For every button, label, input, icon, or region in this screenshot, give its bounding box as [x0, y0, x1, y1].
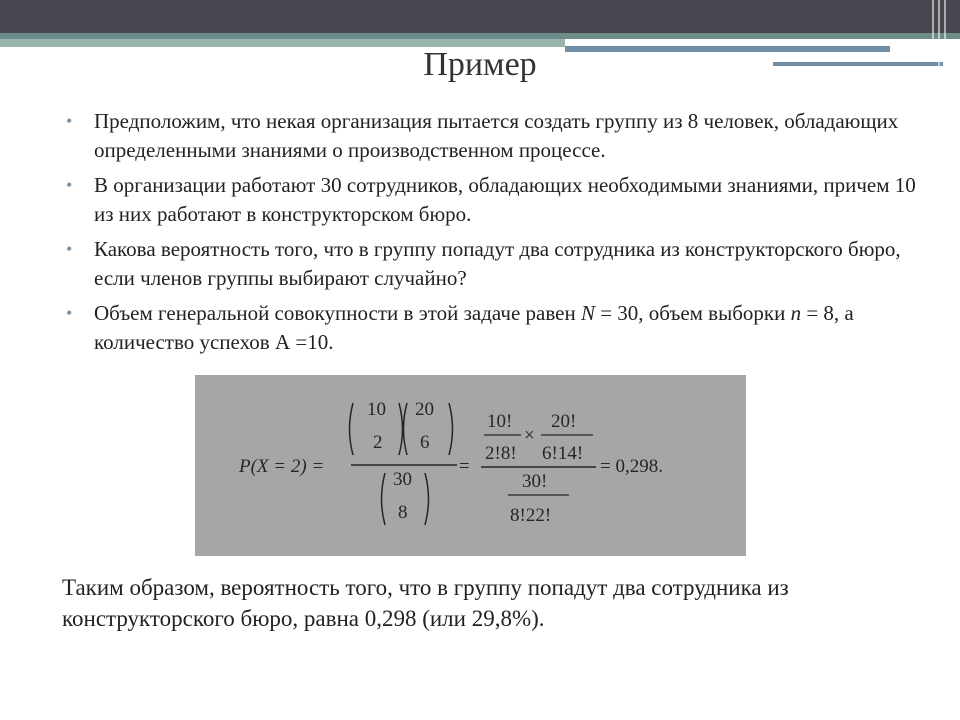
bullet-text-part: = 30, объем выборки [594, 301, 791, 325]
conclusion-text: Таким образом, вероятность того, что в группу попадут два сотрудника из конструкторского бюро, равна 0,298 (или 29,8%). [62, 575, 789, 631]
binom-bottom: 2 [373, 432, 383, 453]
bullet-icon: • [66, 111, 73, 131]
variable-n: n [790, 301, 802, 325]
bullet-text: В организации работают 30 сотрудников, обладающих необходимыми знаниями, причем 10 из них работают в конструкторском бюро. [94, 173, 916, 226]
formula-svg [195, 375, 746, 556]
formula-equals: = [459, 456, 470, 477]
formula-lhs: P(X = 2) = [239, 456, 325, 477]
binom-bottom: 6 [420, 432, 430, 453]
formula-result: = 0,298. [600, 456, 663, 477]
bullet-text [94, 301, 854, 354]
variable-N: N [580, 301, 595, 325]
paren-left [404, 403, 408, 455]
binom-top: 20 [415, 399, 434, 420]
bullet-icon: • [66, 239, 73, 259]
top-bar [0, 0, 960, 33]
frac-num: 30! [522, 471, 548, 492]
slide-title: Пример [423, 46, 537, 83]
bullet-text-part: Объем генеральной совокупности в этой задаче равен [94, 301, 581, 325]
frac-num: 20! [551, 411, 577, 432]
frac-den: 8!22! [510, 505, 552, 526]
paren-left [382, 473, 386, 525]
bullet-item [66, 171, 926, 229]
bullet-text-part: = 8, а количество успехов А =10. [94, 301, 854, 354]
bullet-text: Какова вероятность того, что в группу попадут два сотрудника из конструкторского бюро, если членов группы выбирают случайно? [94, 237, 901, 290]
frac-num: 10! [487, 411, 513, 432]
binom-top: 30 [393, 469, 412, 490]
frac-den: 2!8! [485, 443, 517, 464]
times-sign: × [524, 425, 535, 446]
binom-top: 10 [367, 399, 386, 420]
frac-den: 6!14! [542, 443, 584, 464]
bullet-item [66, 235, 926, 293]
bullet-item [66, 299, 926, 357]
paren-right [425, 473, 429, 525]
bullet-text: Предположим, что некая организация пытается создать группу из 8 человек, обладающих определенными знаниями о производственном процессе. [94, 109, 899, 162]
paren-right [449, 403, 453, 455]
paren-right [399, 403, 403, 455]
bullet-item [66, 107, 926, 165]
bullet-list [66, 107, 926, 363]
bullet-icon: • [66, 303, 73, 323]
binom-bottom: 8 [398, 502, 408, 523]
formula-image [195, 375, 746, 556]
paren-left [350, 403, 354, 455]
bullet-icon: • [66, 175, 73, 195]
